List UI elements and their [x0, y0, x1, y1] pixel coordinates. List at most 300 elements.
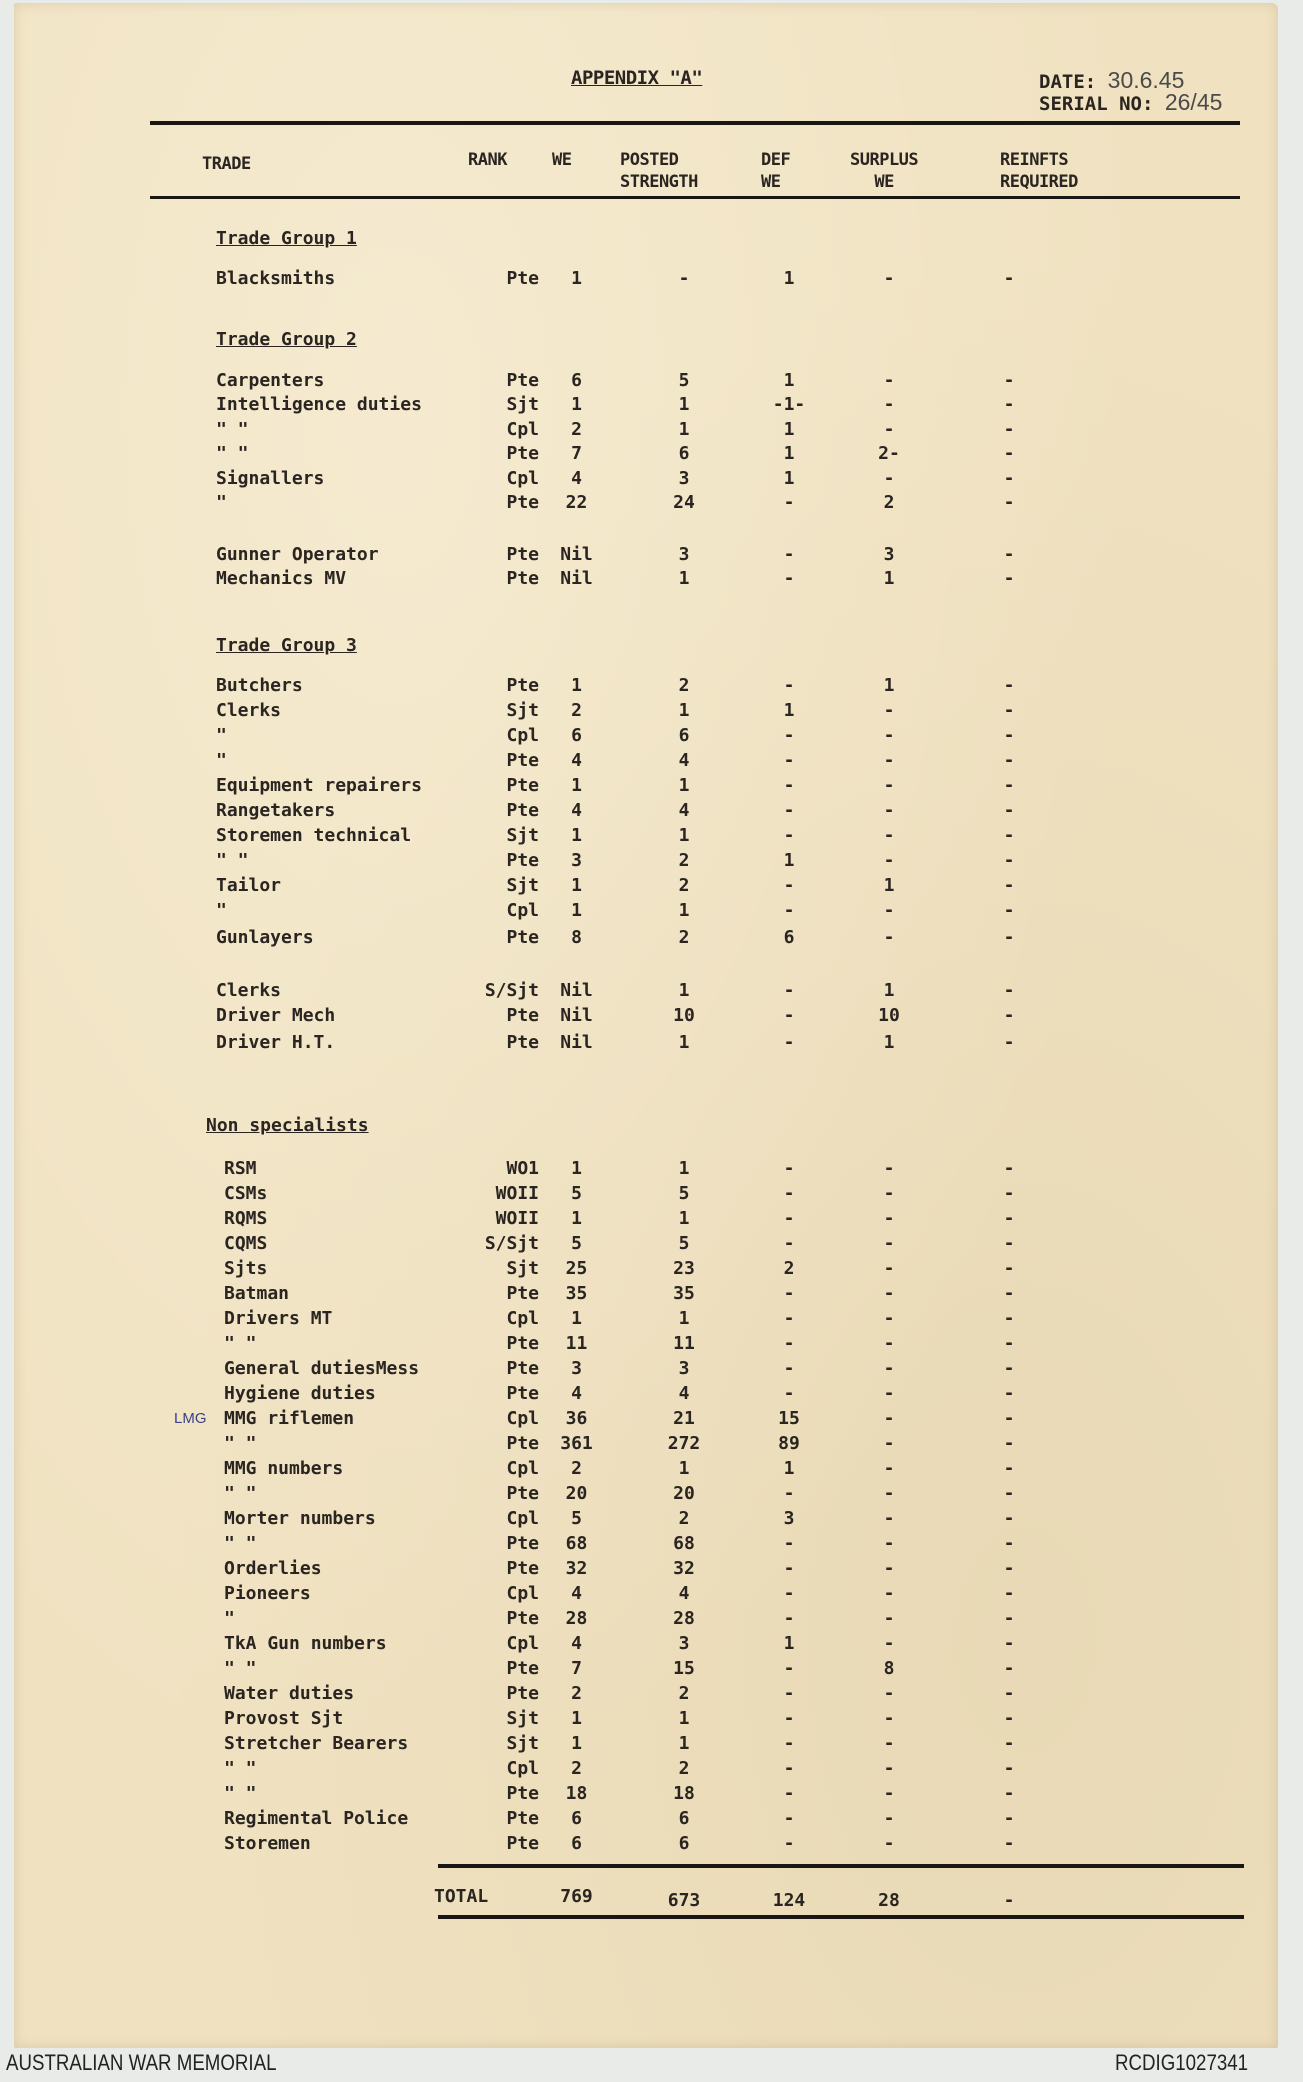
- footer-catalogue-id: RCDIG1027341: [1115, 2050, 1249, 2075]
- posted-strength-cell: 3: [678, 1633, 690, 1654]
- table-row: [14, 1707, 1278, 1731]
- def-we-cell: -: [783, 1783, 795, 1804]
- trade-cell: Stretcher Bearers: [224, 1733, 409, 1754]
- we-cell: 5: [571, 1508, 582, 1529]
- rank-cell: Cpl: [506, 419, 539, 440]
- posted-strength-cell: 1: [678, 1032, 690, 1053]
- trade-cell: ": [216, 492, 227, 513]
- group-heading-3: Trade Group 3: [216, 635, 357, 656]
- rank-cell: WO1: [506, 1158, 539, 1179]
- trade-cell: RSM: [224, 1158, 257, 1179]
- surplus-we-cell: -: [883, 750, 895, 771]
- trade-cell: " ": [224, 1433, 257, 1454]
- we-cell: Nil: [560, 544, 593, 565]
- posted-strength-cell: 2: [678, 1683, 690, 1704]
- posted-strength-cell: 20: [673, 1483, 695, 1504]
- posted-strength-cell: 6: [678, 725, 690, 746]
- rank-cell: Cpl: [506, 1758, 539, 1779]
- surplus-we-cell: -: [883, 1758, 895, 1779]
- posted-strength-cell: 5: [678, 1183, 690, 1204]
- table-row: [14, 899, 1278, 923]
- reinfts-required-cell: -: [1003, 1833, 1015, 1854]
- table-row: [14, 1657, 1278, 1681]
- we-cell: 1: [571, 394, 582, 415]
- trade-cell: Equipment repairers: [216, 775, 422, 796]
- posted-strength-cell: 1: [678, 980, 690, 1001]
- col-header-def-line2: WE: [761, 172, 781, 192]
- col-header-reinf-line1: REINFTS: [1000, 150, 1069, 170]
- posted-strength-cell: 2: [678, 850, 690, 871]
- trade-cell: " ": [224, 1533, 257, 1554]
- def-we-cell: 1: [783, 468, 795, 489]
- def-we-cell: -: [783, 825, 795, 846]
- trade-cell: Clerks: [216, 980, 282, 1001]
- rank-cell: Sjt: [506, 875, 539, 896]
- table-row: [14, 1457, 1278, 1481]
- reinfts-required-cell: -: [1003, 1258, 1015, 1279]
- table-row: [14, 1732, 1278, 1756]
- we-cell: 1: [571, 268, 582, 289]
- reinfts-required-cell: -: [1003, 1158, 1015, 1179]
- def-we-cell: -: [783, 1758, 795, 1779]
- reinfts-required-cell: -: [1003, 1633, 1015, 1654]
- we-cell: 1: [571, 825, 582, 846]
- rank-cell: Pte: [506, 1433, 539, 1454]
- reinfts-required-cell: -: [1003, 1583, 1015, 1604]
- we-cell: 6: [571, 370, 582, 391]
- table-row: [14, 1557, 1278, 1581]
- we-cell: 6: [571, 1808, 582, 1829]
- table-row: [14, 674, 1278, 698]
- reinfts-required-cell: -: [1003, 825, 1015, 846]
- total-surplus: 28: [878, 1890, 900, 1911]
- rank-cell: Pte: [506, 1683, 539, 1704]
- reinfts-required-cell: -: [1003, 1383, 1015, 1404]
- surplus-we-cell: -: [883, 700, 895, 721]
- def-we-cell: -: [783, 1032, 795, 1053]
- we-cell: 4: [571, 800, 582, 821]
- trade-cell: MMG riflemen: [224, 1408, 355, 1429]
- def-we-cell: -: [783, 675, 795, 696]
- surplus-we-cell: 1: [883, 980, 895, 1001]
- rank-cell: WOII: [495, 1208, 539, 1229]
- trade-cell: Gunlayers: [216, 927, 314, 948]
- reinfts-required-cell: -: [1003, 980, 1015, 1001]
- trade-cell: Blacksmiths: [216, 268, 336, 289]
- reinfts-required-cell: -: [1003, 725, 1015, 746]
- reinfts-required-cell: -: [1003, 675, 1015, 696]
- surplus-we-cell: -: [883, 1333, 895, 1354]
- def-we-cell: -: [783, 1158, 795, 1179]
- def-we-cell: 6: [783, 927, 795, 948]
- we-cell: 3: [571, 1358, 582, 1379]
- surplus-we-cell: -: [883, 1583, 895, 1604]
- surplus-we-cell: -: [883, 1808, 895, 1829]
- reinfts-required-cell: -: [1003, 1733, 1015, 1754]
- def-we-cell: -: [783, 1183, 795, 1204]
- table-row: [14, 774, 1278, 798]
- def-we-cell: 1: [783, 419, 795, 440]
- reinfts-required-cell: -: [1003, 1433, 1015, 1454]
- rank-cell: Sjt: [506, 1708, 539, 1729]
- table-row: [14, 1582, 1278, 1606]
- table-row: [14, 699, 1278, 723]
- surplus-we-cell: -: [883, 394, 895, 415]
- we-cell: 1: [571, 1708, 582, 1729]
- reinfts-required-cell: -: [1003, 850, 1015, 871]
- we-cell: 6: [571, 725, 582, 746]
- def-we-cell: -: [783, 568, 795, 589]
- table-row: [14, 1182, 1278, 1206]
- table-row: [14, 1407, 1278, 1431]
- posted-strength-cell: 2: [678, 875, 690, 896]
- table-row: [14, 1232, 1278, 1256]
- reinfts-required-cell: -: [1003, 1408, 1015, 1429]
- surplus-we-cell: -: [883, 1708, 895, 1729]
- surplus-we-cell: -: [883, 725, 895, 746]
- trade-cell: ": [216, 750, 227, 771]
- table-row: [14, 1004, 1278, 1028]
- table-row: [14, 1807, 1278, 1831]
- total-bottom-rule: [438, 1915, 1244, 1919]
- total-posted: 673: [667, 1890, 701, 1911]
- table-row: [14, 543, 1278, 567]
- reinfts-required-cell: -: [1003, 700, 1015, 721]
- date-label: DATE:: [1039, 71, 1097, 93]
- rank-cell: Cpl: [506, 900, 539, 921]
- reinfts-required-cell: -: [1003, 1208, 1015, 1229]
- posted-strength-cell: 15: [673, 1658, 695, 1679]
- surplus-we-cell: -: [883, 1408, 895, 1429]
- rank-cell: Pte: [506, 1483, 539, 1504]
- we-cell: Nil: [560, 980, 593, 1001]
- reinfts-required-cell: -: [1003, 1533, 1015, 1554]
- date-value: 30.6.45: [1107, 67, 1185, 93]
- we-cell: 4: [571, 468, 582, 489]
- trade-cell: Orderlies: [224, 1558, 322, 1579]
- col-header-def: [761, 149, 790, 193]
- we-cell: 2: [571, 1458, 582, 1479]
- trade-cell: " ": [224, 1783, 257, 1804]
- table-row: [14, 1332, 1278, 1356]
- trade-cell: Morter numbers: [224, 1508, 376, 1529]
- surplus-we-cell: 2-: [878, 443, 900, 464]
- posted-strength-cell: 1: [678, 1208, 690, 1229]
- table-row: [14, 724, 1278, 748]
- surplus-we-cell: -: [883, 1183, 895, 1204]
- posted-strength-cell: 24: [673, 492, 695, 513]
- def-we-cell: -: [783, 544, 795, 565]
- trade-cell: Drivers MT: [224, 1308, 333, 1329]
- surplus-we-cell: -: [883, 775, 895, 796]
- posted-strength-cell: 6: [678, 1808, 690, 1829]
- document-page: [14, 3, 1278, 2048]
- we-cell: 6: [571, 1833, 582, 1854]
- surplus-we-cell: -: [883, 1233, 895, 1254]
- we-cell: 25: [565, 1258, 588, 1279]
- total-reinf: -: [1003, 1890, 1015, 1911]
- we-cell: 32: [565, 1558, 588, 1579]
- we-cell: 1: [571, 900, 582, 921]
- posted-strength-cell: 1: [678, 1158, 690, 1179]
- surplus-we-cell: -: [883, 825, 895, 846]
- surplus-we-cell: -: [883, 1433, 895, 1454]
- reinfts-required-cell: -: [1003, 1358, 1015, 1379]
- we-cell: 1: [571, 1733, 582, 1754]
- table-row: [14, 1632, 1278, 1656]
- table-row: [14, 1482, 1278, 1506]
- we-cell: 36: [565, 1408, 588, 1429]
- trade-cell: Carpenters: [216, 370, 325, 391]
- we-cell: 2: [571, 700, 582, 721]
- rank-cell: Cpl: [506, 1308, 539, 1329]
- table-row: [14, 849, 1278, 873]
- col-header-posted-line2: STRENGTH: [620, 172, 698, 192]
- def-we-cell: -: [783, 750, 795, 771]
- rank-cell: Pte: [506, 1032, 539, 1053]
- table-row: [14, 1532, 1278, 1556]
- def-we-cell: -: [783, 1558, 795, 1579]
- reinfts-required-cell: -: [1003, 468, 1015, 489]
- header-top-rule: [150, 121, 1240, 125]
- total-row: [14, 1885, 1278, 1909]
- trade-cell: " ": [224, 1658, 257, 1679]
- serial-value: 26/45: [1164, 89, 1223, 115]
- posted-strength-cell: 1: [678, 825, 690, 846]
- reinfts-required-cell: -: [1003, 1283, 1015, 1304]
- trade-cell: Driver Mech: [216, 1005, 336, 1026]
- we-cell: 1: [571, 875, 582, 896]
- surplus-we-cell: -: [883, 419, 895, 440]
- rank-cell: Cpl: [506, 1458, 539, 1479]
- rank-cell: Pte: [506, 1783, 539, 1804]
- posted-strength-cell: 68: [673, 1533, 695, 1554]
- def-we-cell: 1: [783, 443, 795, 464]
- we-cell: 3: [571, 850, 582, 871]
- rank-cell: Pte: [506, 1005, 539, 1026]
- rank-cell: WOII: [495, 1183, 539, 1204]
- table-row: [14, 267, 1278, 291]
- we-cell: 2: [571, 419, 582, 440]
- posted-strength-cell: 1: [678, 1458, 690, 1479]
- table-row: [14, 1031, 1278, 1055]
- surplus-we-cell: -: [883, 1508, 895, 1529]
- reinfts-required-cell: -: [1003, 1783, 1015, 1804]
- def-we-cell: -: [783, 1483, 795, 1504]
- posted-strength-cell: 5: [678, 1233, 690, 1254]
- posted-strength-cell: 1: [678, 1308, 690, 1329]
- rank-cell: Pte: [506, 1808, 539, 1829]
- col-header-reinf-line2: REQUIRED: [1000, 172, 1078, 192]
- serial-label: SERIAL NO:: [1039, 93, 1154, 115]
- surplus-we-cell: -: [883, 1258, 895, 1279]
- we-cell: Nil: [560, 568, 593, 589]
- surplus-we-cell: -: [883, 1158, 895, 1179]
- def-we-cell: -: [783, 1608, 795, 1629]
- def-we-cell: -: [783, 1708, 795, 1729]
- serial-line: [1039, 89, 1222, 116]
- def-we-cell: -: [783, 980, 795, 1001]
- header-bottom-rule: [150, 196, 1240, 199]
- handwritten-annotation: LMG: [174, 1410, 207, 1427]
- table-row: [14, 1207, 1278, 1231]
- posted-strength-cell: 2: [678, 927, 690, 948]
- def-we-cell: -: [783, 1308, 795, 1329]
- rank-cell: S/Sjt: [484, 1233, 539, 1254]
- document-title: APPENDIX "A": [571, 67, 703, 89]
- we-cell: 361: [560, 1433, 593, 1454]
- group-heading-2: Trade Group 2: [216, 329, 357, 350]
- def-we-cell: -: [783, 1808, 795, 1829]
- posted-strength-cell: 21: [673, 1408, 695, 1429]
- we-cell: 5: [571, 1183, 582, 1204]
- trade-cell: MMG numbers: [224, 1458, 344, 1479]
- def-we-cell: -: [783, 1005, 795, 1026]
- table-row: [14, 1682, 1278, 1706]
- rank-cell: Pte: [506, 800, 539, 821]
- surplus-we-cell: 3: [883, 544, 895, 565]
- reinfts-required-cell: -: [1003, 1005, 1015, 1026]
- table-row: [14, 1357, 1278, 1381]
- rank-cell: Pte: [506, 1558, 539, 1579]
- surplus-we-cell: -: [883, 1483, 895, 1504]
- reinfts-required-cell: -: [1003, 1683, 1015, 1704]
- surplus-we-cell: -: [883, 1683, 895, 1704]
- col-header-posted-line1: POSTED: [620, 150, 679, 170]
- col-header-surplus-line1: SURPLUS: [850, 150, 919, 170]
- posted-strength-cell: 4: [678, 1583, 690, 1604]
- rank-cell: Pte: [506, 775, 539, 796]
- surplus-we-cell: -: [883, 1558, 895, 1579]
- surplus-we-cell: -: [883, 370, 895, 391]
- posted-strength-cell: 11: [673, 1333, 695, 1354]
- we-cell: Nil: [560, 1005, 593, 1026]
- rank-cell: Pte: [506, 750, 539, 771]
- we-cell: 7: [571, 1658, 582, 1679]
- surplus-we-cell: -: [883, 1783, 895, 1804]
- posted-strength-cell: 1: [678, 700, 690, 721]
- trade-cell: Sjts: [224, 1258, 268, 1279]
- def-we-cell: 1: [783, 850, 795, 871]
- reinfts-required-cell: -: [1003, 370, 1015, 391]
- rank-cell: Cpl: [506, 1508, 539, 1529]
- we-cell: 1: [571, 1158, 582, 1179]
- surplus-we-cell: 1: [883, 675, 895, 696]
- we-cell: 1: [571, 1208, 582, 1229]
- def-we-cell: -: [783, 1683, 795, 1704]
- posted-strength-cell: 4: [678, 800, 690, 821]
- reinfts-required-cell: -: [1003, 443, 1015, 464]
- surplus-we-cell: -: [883, 268, 895, 289]
- trade-cell: Mechanics MV: [216, 568, 347, 589]
- trade-cell: Gunner Operator: [216, 544, 379, 565]
- reinfts-required-cell: -: [1003, 394, 1015, 415]
- surplus-we-cell: -: [883, 1458, 895, 1479]
- surplus-we-cell: -: [883, 1208, 895, 1229]
- reinfts-required-cell: -: [1003, 875, 1015, 896]
- rank-cell: Pte: [506, 927, 539, 948]
- reinfts-required-cell: -: [1003, 268, 1015, 289]
- table-row: [14, 1757, 1278, 1781]
- trade-cell: Regimental Police: [224, 1808, 409, 1829]
- def-we-cell: 89: [778, 1433, 800, 1454]
- def-we-cell: -: [783, 1233, 795, 1254]
- rank-cell: Pte: [506, 492, 539, 513]
- rank-cell: Sjt: [506, 1733, 539, 1754]
- trade-cell: Clerks: [216, 700, 282, 721]
- surplus-we-cell: 8: [883, 1658, 895, 1679]
- def-we-cell: 1: [783, 268, 795, 289]
- we-cell: 4: [571, 1583, 582, 1604]
- table-row: [14, 1832, 1278, 1856]
- posted-strength-cell: 18: [673, 1783, 695, 1804]
- rank-cell: Pte: [506, 675, 539, 696]
- we-cell: 68: [565, 1533, 588, 1554]
- def-we-cell: -: [783, 1658, 795, 1679]
- reinfts-required-cell: -: [1003, 1808, 1015, 1829]
- trade-cell: Water duties: [224, 1683, 355, 1704]
- posted-strength-cell: 23: [673, 1258, 695, 1279]
- rank-cell: Pte: [506, 1383, 539, 1404]
- posted-strength-cell: 28: [673, 1608, 695, 1629]
- we-cell: 1: [571, 775, 582, 796]
- we-cell: 2: [571, 1758, 582, 1779]
- surplus-we-cell: 1: [883, 568, 895, 589]
- def-we-cell: -: [783, 1833, 795, 1854]
- table-row: [14, 1382, 1278, 1406]
- table-row: [14, 1257, 1278, 1281]
- posted-strength-cell: 32: [673, 1558, 695, 1579]
- def-we-cell: 2: [783, 1258, 795, 1279]
- rank-cell: Cpl: [506, 1633, 539, 1654]
- surplus-we-cell: -: [883, 1733, 895, 1754]
- we-cell: 28: [565, 1608, 588, 1629]
- def-we-cell: -: [783, 1333, 795, 1354]
- table-row: [14, 749, 1278, 773]
- we-cell: 7: [571, 443, 582, 464]
- surplus-we-cell: -: [883, 1358, 895, 1379]
- posted-strength-cell: 1: [678, 568, 690, 589]
- reinfts-required-cell: -: [1003, 750, 1015, 771]
- reinfts-required-cell: -: [1003, 1558, 1015, 1579]
- trade-cell: Rangetakers: [216, 800, 336, 821]
- posted-strength-cell: 3: [678, 1358, 690, 1379]
- table-row: [14, 979, 1278, 1003]
- reinfts-required-cell: -: [1003, 544, 1015, 565]
- reinfts-required-cell: -: [1003, 1333, 1015, 1354]
- surplus-we-cell: 2: [883, 492, 895, 513]
- trade-cell: " ": [216, 419, 249, 440]
- trade-cell: RQMS: [224, 1208, 268, 1229]
- trade-cell: " ": [224, 1483, 257, 1504]
- reinfts-required-cell: -: [1003, 419, 1015, 440]
- surplus-we-cell: 10: [878, 1005, 900, 1026]
- def-we-cell: -: [783, 1733, 795, 1754]
- rank-cell: Pte: [506, 1358, 539, 1379]
- total-def: 124: [772, 1890, 806, 1911]
- trade-cell: TkA Gun numbers: [224, 1633, 387, 1654]
- def-we-cell: -: [783, 1358, 795, 1379]
- we-cell: 5: [571, 1233, 582, 1254]
- rank-cell: Pte: [506, 1658, 539, 1679]
- trade-cell: " ": [224, 1758, 257, 1779]
- posted-strength-cell: 6: [678, 443, 690, 464]
- trade-cell: ": [224, 1608, 235, 1629]
- trade-cell: ": [216, 900, 227, 921]
- reinfts-required-cell: -: [1003, 1032, 1015, 1053]
- trade-cell: " ": [216, 850, 249, 871]
- trade-cell: Hygiene duties: [224, 1383, 376, 1404]
